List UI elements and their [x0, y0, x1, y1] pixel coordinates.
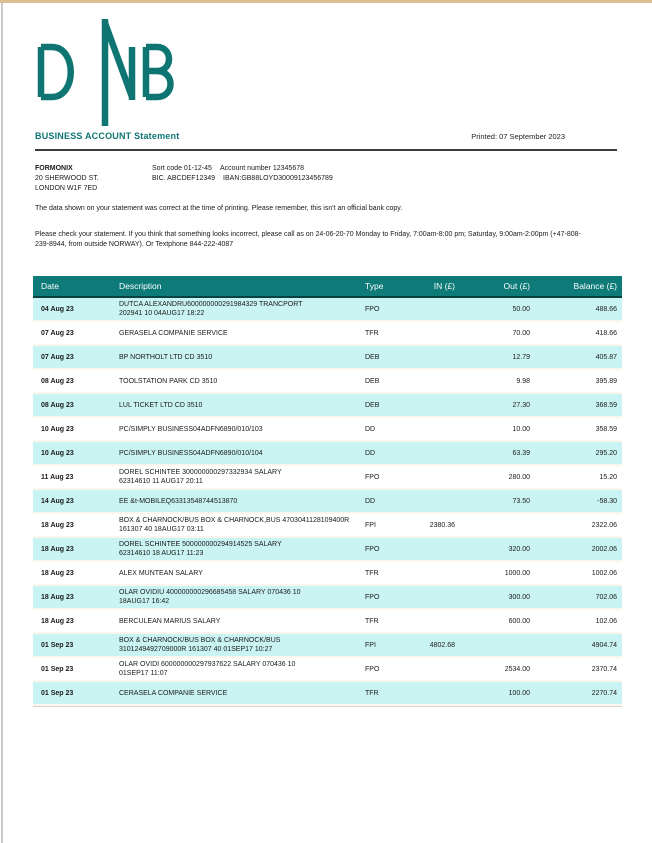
transaction-row: [33, 322, 622, 346]
printing-notice: The data shown on your statement was correct at the time of printing. Please remember, this isn't an official bank copy.: [35, 205, 403, 212]
cell-date: 07 Aug 23: [41, 353, 74, 361]
transaction-row: [33, 514, 622, 538]
page-top-strip: [0, 0, 652, 3]
cell-out: 70.00: [512, 329, 530, 337]
cell-balance: 102.06: [595, 617, 617, 625]
bic-iban-line: [152, 174, 341, 184]
column-header-date: Date: [41, 281, 59, 291]
cell-type: FPO: [365, 665, 380, 673]
cell-description: GERASELA COMPANIE SERVICE: [119, 329, 228, 337]
cell-date: 18 Aug 23: [41, 617, 74, 625]
cell-date: 04 Aug 23: [41, 305, 74, 313]
page-left-border: [1, 3, 3, 843]
cell-description: PC/SIMPLY BUSINESS04ADFN6890/010/103: [119, 425, 263, 433]
cell-balance: 418.66: [595, 329, 617, 337]
cell-date: 18 Aug 23: [41, 545, 74, 553]
cell-description: CERASELA COMPANIE SERVICE: [119, 689, 228, 697]
column-header-in: IN (£): [433, 281, 455, 291]
bic: BIC. ABCDEF12349: [152, 175, 216, 182]
cell-out: 320.00: [508, 545, 530, 553]
column-header-balance: Balance (£): [573, 281, 617, 291]
cell-date: 10 Aug 23: [41, 449, 74, 457]
dnb-logo: [33, 13, 183, 134]
statement-title-row: [35, 131, 617, 141]
column-header-type: Type: [365, 281, 384, 291]
cell-type: DD: [365, 425, 376, 433]
cell-balance: 2370.74: [591, 665, 617, 673]
cell-out: 63.39: [512, 449, 530, 457]
cell-balance: 2002.06: [591, 545, 617, 553]
cell-date: 10 Aug 23: [41, 425, 74, 433]
account-info: [35, 164, 341, 194]
cell-balance: 358.59: [595, 425, 617, 433]
cell-date: 08 Aug 23: [41, 401, 74, 409]
account-identifiers: [152, 164, 341, 194]
cell-description: DOREL SCHINTEE 500000000294914525 SALARY 62314610 18 AUG17 11:23: [119, 541, 282, 557]
cell-balance: 2322.06: [591, 521, 617, 529]
cell-balance: 2270.74: [591, 689, 617, 697]
cell-description: EE &t-MOBILEQ63313548744513870: [119, 497, 238, 505]
cell-type: FPO: [365, 545, 380, 553]
transactions-body: [33, 298, 622, 706]
cell-description: BP NORTHOLT LTD CD 3510: [119, 353, 213, 361]
cell-type: TFR: [365, 569, 379, 577]
sort-code: Sort code 01-12-45: [152, 165, 212, 172]
address-line-1: 20 SHERWOOD ST.: [35, 175, 99, 182]
cell-description: BERCULEAN MARIUS SALARY: [119, 617, 221, 625]
cell-date: 01 Sep 23: [41, 641, 74, 649]
transaction-row: [33, 586, 622, 610]
cell-type: FPI: [365, 521, 376, 529]
cell-out: 1000.00: [504, 569, 530, 577]
cell-description: OLAR OVIDIU 400000000296685458 SALARY 070436 10 18AUG17 16:42: [119, 589, 301, 605]
column-header-description: Description: [119, 281, 162, 291]
cell-type: DEB: [365, 353, 380, 361]
cell-out: 100.00: [508, 689, 530, 697]
column-header-out: Out (£): [503, 281, 530, 291]
transaction-row: [33, 562, 622, 586]
header-divider: [35, 149, 617, 151]
cell-date: 07 Aug 23: [41, 329, 74, 337]
cell-balance: 368.59: [595, 401, 617, 409]
cell-out: 2534.00: [504, 665, 530, 673]
account-holder-address: [35, 164, 152, 194]
transaction-row: [33, 466, 622, 490]
cell-description: LUL TICKET LTD CD 3510: [119, 401, 203, 409]
transaction-row: [33, 538, 622, 562]
transaction-row: [33, 418, 622, 442]
transaction-row: [33, 490, 622, 514]
dnb-logo-icon: [33, 13, 183, 129]
cell-date: 11 Aug 23: [41, 473, 74, 481]
cell-balance: -58.30: [597, 497, 617, 505]
cell-out: 27.30: [512, 401, 530, 409]
sort-code-line: [152, 164, 341, 174]
cell-out: 73.50: [512, 497, 530, 505]
cell-description: TOOLSTATION PARK CD 3510: [119, 377, 218, 385]
cell-type: TFR: [365, 617, 379, 625]
transactions-header-row: [33, 276, 622, 298]
cell-date: 01 Sep 23: [41, 689, 74, 697]
cell-description: ALEX MUNTEAN SALARY: [119, 569, 203, 577]
page-title: [35, 131, 179, 141]
cell-balance: 15.20: [599, 473, 617, 481]
cell-balance: 4904.74: [591, 641, 617, 649]
transaction-row: [33, 610, 622, 634]
cell-type: DEB: [365, 401, 380, 409]
cell-description: BOX & CHARNOCK/BUS BOX & CHARNOCK/BUS 3101249492709000R 161307 40 01SEP17 10:27: [119, 637, 281, 653]
cell-description: BOX & CHARNOCK/BUS BOX & CHARNOCK,BUS 4703041128109400R 161307 40 18AUG17 03:11: [119, 517, 350, 533]
page-title-bold: BUSINESS ACCOUNT: [35, 131, 132, 141]
cell-balance: 488.66: [595, 305, 617, 313]
cell-type: TFR: [365, 689, 379, 697]
transaction-row: [33, 682, 622, 706]
iban: IBAN:GB88LOYD30009123456789: [223, 175, 333, 182]
cell-out: 280.00: [508, 473, 530, 481]
transaction-row: [33, 346, 622, 370]
cell-type: TFR: [365, 329, 379, 337]
transaction-row: [33, 370, 622, 394]
cell-out: 300.00: [508, 593, 530, 601]
account-number: Account number 12345678: [219, 165, 304, 172]
cell-description: PC/SIMPLY BUSINESS04ADFN6890/010/104: [119, 449, 263, 457]
transaction-row: [33, 658, 622, 682]
cell-in: 2380.36: [429, 521, 455, 529]
address-line-2: LONDON W1F 7ED: [35, 185, 98, 192]
cell-description: OLAR OVIDI 600000000297937622 SALARY 070436 10 01SEP17 11:07: [119, 661, 296, 677]
cell-out: 10.00: [512, 425, 530, 433]
cell-description: DOREL SCHINTEE 300000000297332934 SALARY 62314610 11 AUG17 20:11: [119, 469, 282, 485]
cell-type: DEB: [365, 377, 380, 385]
cell-date: 18 Aug 23: [41, 593, 74, 601]
cell-balance: 702.06: [595, 593, 617, 601]
cell-type: FPO: [365, 473, 380, 481]
cell-type: FPO: [365, 305, 380, 313]
cell-out: 50.00: [512, 305, 530, 313]
cell-out: 600.00: [508, 617, 530, 625]
cell-date: 18 Aug 23: [41, 569, 74, 577]
contact-notice: Please check your statement. If you think that something looks incorrect, please call as on 24-06-20-70 Monday to Friday, 7:00am-8:00 pm; Saturday, 9:00am-2:00pm (+47-808-239-8944, from outside NORWAY). Or Textphone 844-222-4087: [35, 231, 581, 248]
transactions-table: [33, 276, 622, 707]
cell-type: DD: [365, 497, 376, 505]
page-title-rest: Statement: [131, 131, 180, 141]
cell-balance: 395.89: [595, 377, 617, 385]
cell-date: 01 Sep 23: [41, 665, 74, 673]
cell-date: 08 Aug 23: [41, 377, 74, 385]
cell-type: FPO: [365, 593, 380, 601]
transaction-row: [33, 442, 622, 466]
transaction-row: [33, 298, 622, 322]
cell-date: 18 Aug 23: [41, 521, 74, 529]
printed-date: Printed: 07 September 2023: [471, 132, 565, 141]
cell-type: DD: [365, 449, 376, 457]
cell-date: 14 Aug 23: [41, 497, 74, 505]
cell-in: 4802.68: [429, 641, 455, 649]
cell-balance: 1002.06: [591, 569, 617, 577]
cell-out: 12.79: [512, 353, 530, 361]
cell-balance: 295.20: [595, 449, 617, 457]
account-holder-name: FORMONIX: [35, 165, 73, 172]
cell-type: FPI: [365, 641, 376, 649]
cell-balance: 405.87: [595, 353, 617, 361]
cell-description: DUTCA ALEXANDRU600000000291984329 TRANCPORT 202941 10 04AUG17 18:22: [119, 301, 303, 317]
cell-out: 9.98: [516, 377, 530, 385]
transaction-row: [33, 634, 622, 658]
transaction-row: [33, 394, 622, 418]
